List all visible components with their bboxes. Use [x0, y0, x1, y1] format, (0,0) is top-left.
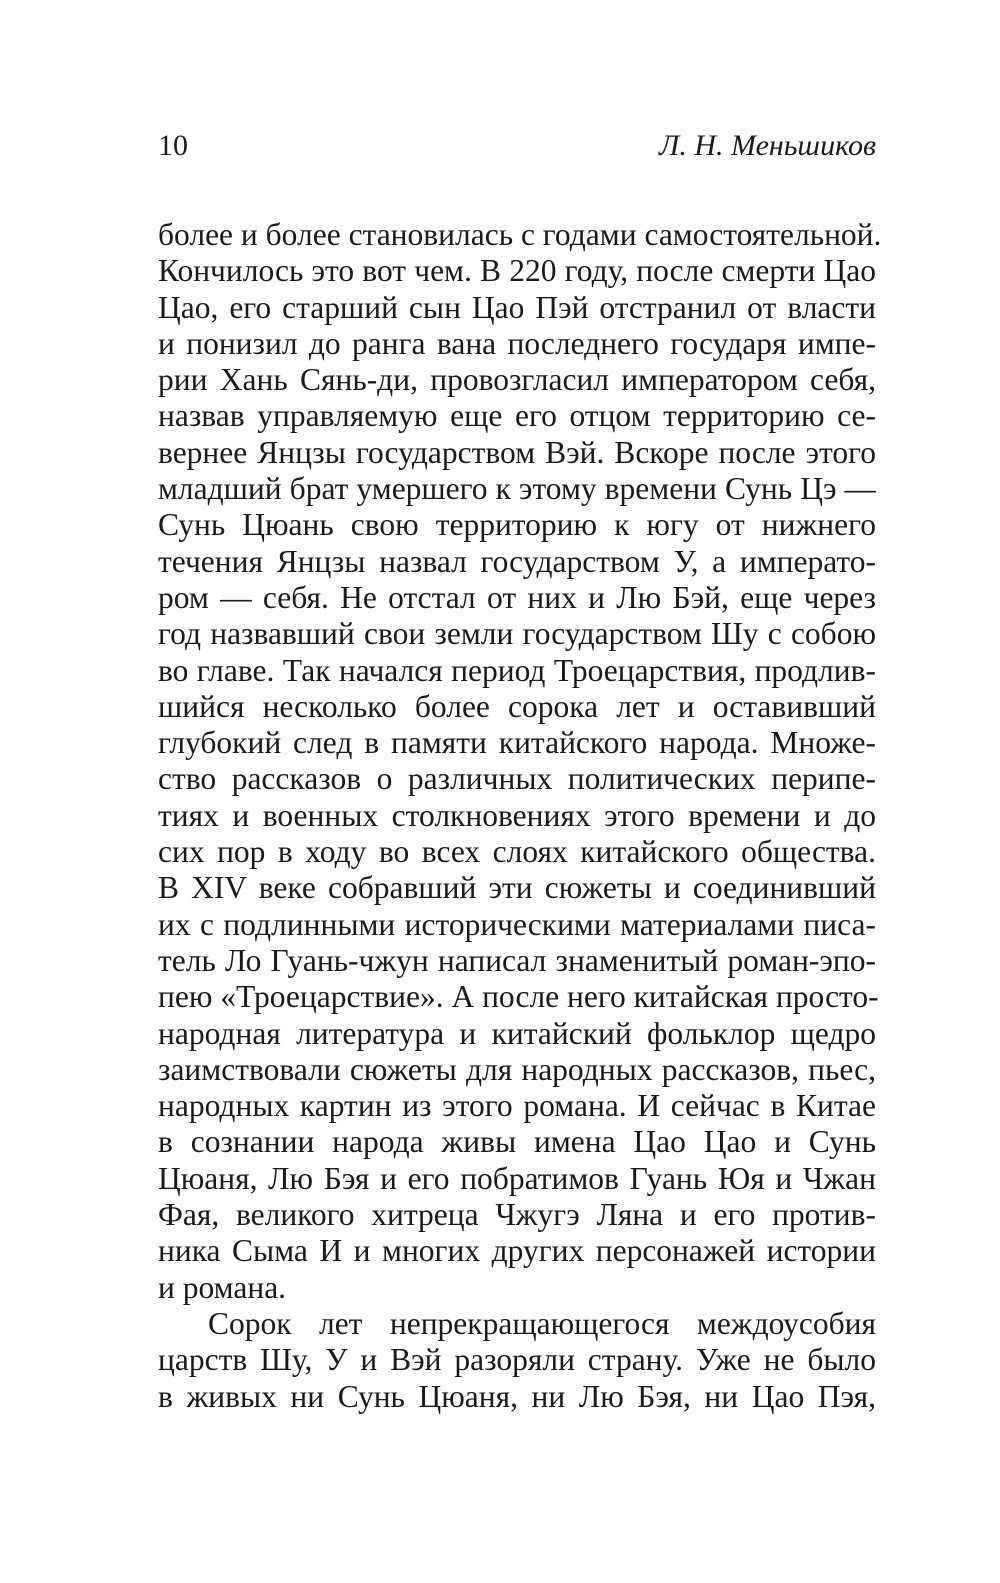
- page-number: 10: [158, 129, 188, 162]
- text-line: вернее Янцзы государством Вэй. Вскоре после этого: [158, 434, 876, 470]
- running-head-author: Л. Н. Меньшиков: [659, 129, 876, 162]
- text-line: Цао, его старший сын Цао Пэй отстранил от власти: [158, 289, 876, 325]
- text-line: тель Ло Гуань-чжун написал знаменитый роман-эпо-: [158, 942, 876, 978]
- paragraph: [158, 1306, 876, 1415]
- text-line: заимствовали сюжеты для народных рассказов, пьес,: [158, 1051, 876, 1087]
- body-text: [158, 217, 882, 1415]
- text-line: пею «Троецарствие». А после него китайская просто-: [158, 979, 879, 1015]
- text-line: их с подлинными историческими материалами писа-: [158, 906, 876, 942]
- text-line: младший брат умершего к этому времени Сунь Цэ —: [158, 471, 876, 507]
- paragraph: [158, 217, 882, 1306]
- text-line: год назвавший свои земли государством Шу с собою: [158, 616, 876, 652]
- text-line: народных картин из этого романа. И сейчас в Китае: [158, 1088, 876, 1124]
- text-line: тиях и военных столкновениях этого времени и до: [158, 797, 876, 833]
- text-line: назвав управляемую еще его отцом территорию се-: [158, 398, 876, 434]
- text-line: Фая, великого хитреца Чжугэ Ляна и его против-: [158, 1197, 876, 1233]
- text-line: Кончилось это вот чем. В 220 году, после смерти Цао: [158, 253, 876, 289]
- text-line: и понизил до ранга вана последнего государя импе-: [158, 325, 876, 361]
- text-line: и романа.: [158, 1269, 287, 1305]
- text-line: в живых ни Сунь Цюаня, ни Лю Бэя, ни Цао Пэя,: [158, 1378, 876, 1414]
- text-line: народная литература и китайский фольклор щедро: [158, 1015, 876, 1051]
- text-line: ство рассказов о различных политических перипе-: [158, 761, 876, 797]
- text-line: рии Хань Сянь-ди, провозгласил императором себя,: [158, 362, 876, 398]
- text-line: царств Шу, У и Вэй разоряли страну. Уже не было: [158, 1342, 876, 1378]
- text-line: Сорок лет непрекращающегося междоусобия: [208, 1305, 876, 1341]
- page-header: [158, 124, 876, 168]
- text-line: глубокий след в памяти китайского народа. Множе-: [158, 725, 876, 761]
- text-line: более и более становилась с годами самостоятельной.: [158, 217, 882, 252]
- text-line: во главе. Так начался период Троецарствия, продлив-: [158, 652, 876, 688]
- text-line: течения Янцзы назвал государством У, а императо-: [158, 543, 876, 579]
- text-line: Сунь Цюань свою территорию к югу от нижнего: [158, 507, 876, 543]
- text-line: Цюаня, Лю Бэя и его побратимов Гуань Юя и Чжан: [158, 1160, 876, 1196]
- text-line: ника Сыма И и многих других персонажей истории: [158, 1233, 876, 1269]
- text-line: ром — себя. Не отстал от них и Лю Бэй, еще через: [158, 579, 876, 615]
- text-line: В XIV веке собравший эти сюжеты и соединивший: [158, 870, 876, 906]
- text-line: сих пор в ходу во всех слоях китайского общества.: [158, 834, 876, 870]
- text-line: шийся несколько более сорока лет и оставивший: [158, 688, 876, 724]
- text-line: в сознании народа живы имена Цао Цао и Сунь: [158, 1124, 876, 1160]
